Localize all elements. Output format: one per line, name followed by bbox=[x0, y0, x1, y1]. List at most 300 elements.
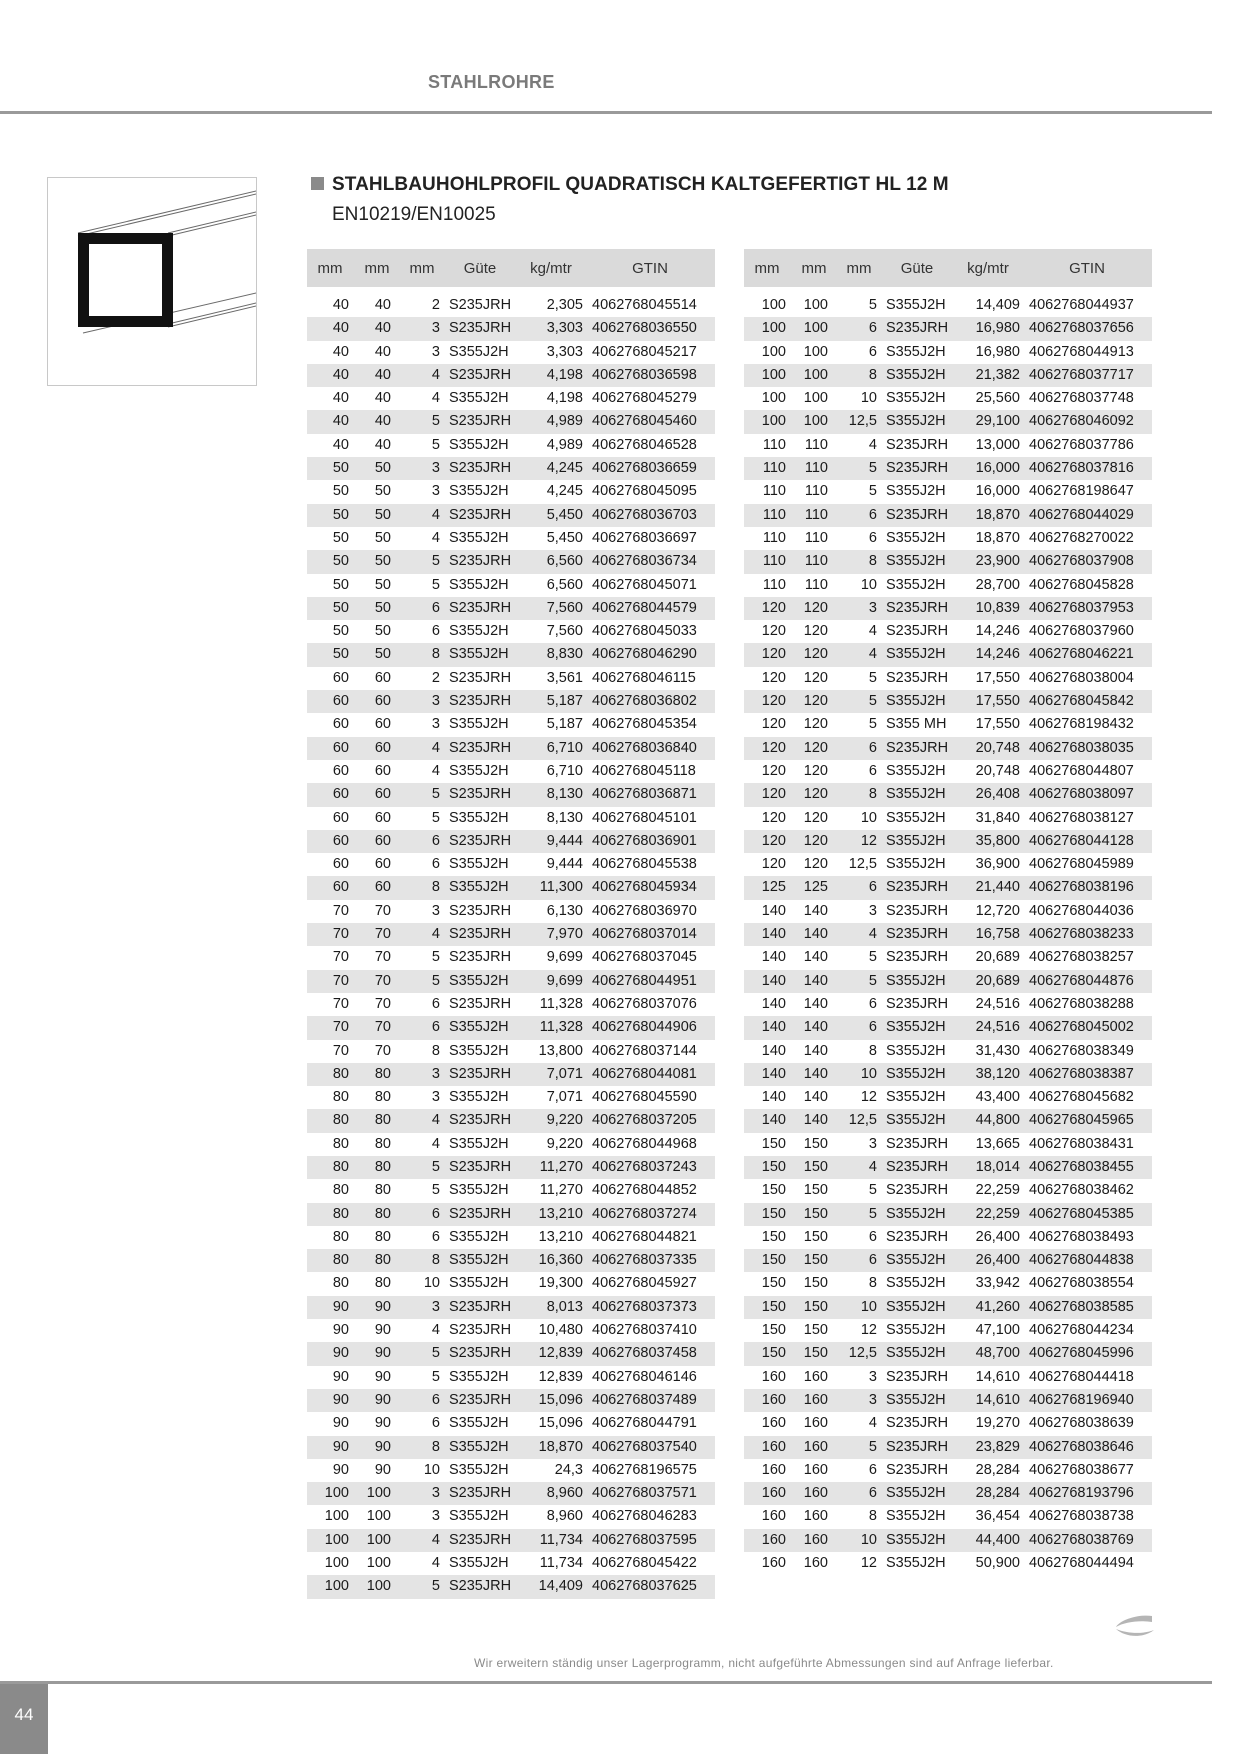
height-cell: 140 bbox=[790, 1086, 838, 1109]
table-row bbox=[307, 923, 715, 946]
grade-cell: S235JRH bbox=[880, 993, 954, 1016]
gtin-cell: 4062768038493 bbox=[1022, 1226, 1152, 1249]
height-cell: 90 bbox=[353, 1319, 401, 1342]
width-cell: 50 bbox=[307, 550, 353, 573]
weight-cell: 4,245 bbox=[517, 480, 585, 503]
table-row bbox=[744, 1156, 1152, 1179]
grade-cell: S355J2H bbox=[443, 620, 517, 643]
weight-cell: 7,560 bbox=[517, 597, 585, 620]
grade-cell: S235JRH bbox=[880, 1436, 954, 1459]
width-cell: 90 bbox=[307, 1389, 353, 1412]
gtin-cell: 4062768038349 bbox=[1022, 1040, 1152, 1063]
table-row bbox=[744, 900, 1152, 923]
thickness-cell: 12,5 bbox=[838, 1109, 880, 1132]
height-cell: 160 bbox=[790, 1529, 838, 1552]
table-row bbox=[307, 876, 715, 899]
height-cell: 80 bbox=[353, 1203, 401, 1226]
thickness-cell: 4 bbox=[401, 923, 443, 946]
grade-cell: S355J2H bbox=[443, 1133, 517, 1156]
table-row bbox=[307, 364, 715, 387]
weight-cell: 17,550 bbox=[954, 667, 1022, 690]
weight-cell: 12,720 bbox=[954, 900, 1022, 923]
grade-cell: S355J2H bbox=[880, 1342, 954, 1365]
height-cell: 140 bbox=[790, 1016, 838, 1039]
grade-cell: S235JRH bbox=[880, 457, 954, 480]
grade-cell: S235JRH bbox=[443, 923, 517, 946]
weight-cell: 7,071 bbox=[517, 1063, 585, 1086]
height-cell: 150 bbox=[790, 1226, 838, 1249]
gtin-cell: 4062768036840 bbox=[585, 737, 715, 760]
height-cell: 80 bbox=[353, 1133, 401, 1156]
table-row bbox=[744, 1436, 1152, 1459]
gtin-cell: 4062768038585 bbox=[1022, 1296, 1152, 1319]
gtin-cell: 4062768196575 bbox=[585, 1459, 715, 1482]
table-row bbox=[307, 993, 715, 1016]
grade-cell: S355J2H bbox=[443, 970, 517, 993]
weight-cell: 17,550 bbox=[954, 690, 1022, 713]
table-row bbox=[744, 807, 1152, 830]
table-row bbox=[744, 783, 1152, 806]
weight-cell: 13,210 bbox=[517, 1203, 585, 1226]
gtin-cell: 4062768036970 bbox=[585, 900, 715, 923]
gtin-cell: 4062768044418 bbox=[1022, 1366, 1152, 1389]
height-cell: 40 bbox=[353, 434, 401, 457]
thickness-cell: 3 bbox=[401, 690, 443, 713]
height-cell: 60 bbox=[353, 713, 401, 736]
width-cell: 80 bbox=[307, 1109, 353, 1132]
grade-cell: S355J2H bbox=[880, 1505, 954, 1528]
column-header: kg/mtr bbox=[954, 249, 1022, 287]
grade-cell: S235JRH bbox=[443, 1482, 517, 1505]
table-row bbox=[307, 1272, 715, 1295]
gtin-cell: 4062768037656 bbox=[1022, 317, 1152, 340]
width-cell: 90 bbox=[307, 1366, 353, 1389]
width-cell: 100 bbox=[307, 1505, 353, 1528]
thickness-cell: 10 bbox=[401, 1459, 443, 1482]
grade-cell: S355J2H bbox=[880, 1040, 954, 1063]
width-cell: 90 bbox=[307, 1319, 353, 1342]
height-cell: 90 bbox=[353, 1342, 401, 1365]
weight-cell: 11,734 bbox=[517, 1529, 585, 1552]
weight-cell: 8,960 bbox=[517, 1482, 585, 1505]
grade-cell: S235JRH bbox=[443, 597, 517, 620]
weight-cell: 3,303 bbox=[517, 341, 585, 364]
height-cell: 90 bbox=[353, 1296, 401, 1319]
width-cell: 50 bbox=[307, 597, 353, 620]
table-row bbox=[744, 410, 1152, 433]
height-cell: 100 bbox=[353, 1482, 401, 1505]
gtin-cell: 4062768037144 bbox=[585, 1040, 715, 1063]
gtin-cell: 4062768045538 bbox=[585, 853, 715, 876]
table-row bbox=[307, 480, 715, 503]
gtin-cell: 4062768037373 bbox=[585, 1296, 715, 1319]
thickness-cell: 6 bbox=[838, 993, 880, 1016]
width-cell: 100 bbox=[744, 364, 790, 387]
thickness-cell: 8 bbox=[838, 1272, 880, 1295]
weight-cell: 8,130 bbox=[517, 783, 585, 806]
width-cell: 150 bbox=[744, 1226, 790, 1249]
grade-cell: S235JRH bbox=[443, 364, 517, 387]
table-row bbox=[744, 1040, 1152, 1063]
height-cell: 80 bbox=[353, 1063, 401, 1086]
height-cell: 100 bbox=[790, 294, 838, 317]
gtin-cell: 4062768045828 bbox=[1022, 574, 1152, 597]
height-cell: 150 bbox=[790, 1203, 838, 1226]
column-header: mm bbox=[353, 249, 401, 287]
weight-cell: 14,610 bbox=[954, 1389, 1022, 1412]
height-cell: 100 bbox=[790, 387, 838, 410]
gtin-cell: 4062768037595 bbox=[585, 1529, 715, 1552]
gtin-cell: 4062768198647 bbox=[1022, 480, 1152, 503]
height-cell: 120 bbox=[790, 643, 838, 666]
height-cell: 80 bbox=[353, 1109, 401, 1132]
width-cell: 140 bbox=[744, 923, 790, 946]
thickness-cell: 5 bbox=[838, 1179, 880, 1202]
weight-cell: 10,839 bbox=[954, 597, 1022, 620]
gtin-cell: 4062768036697 bbox=[585, 527, 715, 550]
gtin-cell: 4062768044807 bbox=[1022, 760, 1152, 783]
width-cell: 70 bbox=[307, 923, 353, 946]
thickness-cell: 4 bbox=[401, 760, 443, 783]
weight-cell: 9,220 bbox=[517, 1109, 585, 1132]
grade-cell: S355J2H bbox=[443, 876, 517, 899]
weight-cell: 4,198 bbox=[517, 387, 585, 410]
weight-cell: 5,187 bbox=[517, 690, 585, 713]
table-row bbox=[307, 1109, 715, 1132]
gtin-cell: 4062768044876 bbox=[1022, 970, 1152, 993]
weight-cell: 20,689 bbox=[954, 970, 1022, 993]
height-cell: 140 bbox=[790, 970, 838, 993]
table-row bbox=[744, 690, 1152, 713]
gtin-cell: 4062768037571 bbox=[585, 1482, 715, 1505]
height-cell: 100 bbox=[790, 410, 838, 433]
width-cell: 80 bbox=[307, 1203, 353, 1226]
gtin-cell: 4062768044821 bbox=[585, 1226, 715, 1249]
table-row bbox=[744, 1482, 1152, 1505]
width-cell: 80 bbox=[307, 1226, 353, 1249]
height-cell: 80 bbox=[353, 1086, 401, 1109]
weight-cell: 18,870 bbox=[517, 1436, 585, 1459]
weight-cell: 5,187 bbox=[517, 713, 585, 736]
height-cell: 70 bbox=[353, 1016, 401, 1039]
grade-cell: S355J2H bbox=[880, 1203, 954, 1226]
table-row bbox=[307, 341, 715, 364]
table-row bbox=[744, 946, 1152, 969]
thickness-cell: 8 bbox=[401, 1040, 443, 1063]
width-cell: 140 bbox=[744, 900, 790, 923]
grade-cell: S235JRH bbox=[443, 900, 517, 923]
width-cell: 100 bbox=[307, 1552, 353, 1575]
width-cell: 60 bbox=[307, 853, 353, 876]
gtin-cell: 4062768037335 bbox=[585, 1249, 715, 1272]
width-cell: 160 bbox=[744, 1459, 790, 1482]
width-cell: 140 bbox=[744, 1040, 790, 1063]
width-cell: 110 bbox=[744, 504, 790, 527]
weight-cell: 25,560 bbox=[954, 387, 1022, 410]
height-cell: 90 bbox=[353, 1412, 401, 1435]
height-cell: 140 bbox=[790, 946, 838, 969]
title-marker-icon bbox=[311, 177, 324, 190]
table-row bbox=[744, 1552, 1152, 1575]
table-row bbox=[307, 1342, 715, 1365]
table-row bbox=[744, 504, 1152, 527]
width-cell: 50 bbox=[307, 457, 353, 480]
gtin-cell: 4062768045095 bbox=[585, 480, 715, 503]
thickness-cell: 8 bbox=[401, 643, 443, 666]
width-cell: 140 bbox=[744, 946, 790, 969]
grade-cell: S235JRH bbox=[443, 1156, 517, 1179]
height-cell: 110 bbox=[790, 480, 838, 503]
width-cell: 150 bbox=[744, 1156, 790, 1179]
table-row bbox=[307, 574, 715, 597]
gtin-cell: 4062768044579 bbox=[585, 597, 715, 620]
thickness-cell: 5 bbox=[401, 807, 443, 830]
column-header: GTIN bbox=[585, 249, 715, 287]
height-cell: 110 bbox=[790, 434, 838, 457]
width-cell: 150 bbox=[744, 1296, 790, 1319]
thickness-cell: 4 bbox=[838, 643, 880, 666]
height-cell: 70 bbox=[353, 946, 401, 969]
height-cell: 110 bbox=[790, 550, 838, 573]
table-row bbox=[744, 1319, 1152, 1342]
thickness-cell: 10 bbox=[838, 1063, 880, 1086]
gtin-cell: 4062768045385 bbox=[1022, 1203, 1152, 1226]
weight-cell: 20,748 bbox=[954, 737, 1022, 760]
thickness-cell: 3 bbox=[838, 1389, 880, 1412]
height-cell: 90 bbox=[353, 1436, 401, 1459]
weight-cell: 6,560 bbox=[517, 574, 585, 597]
weight-cell: 23,900 bbox=[954, 550, 1022, 573]
column-header: mm bbox=[790, 249, 838, 287]
table-row bbox=[307, 1040, 715, 1063]
weight-cell: 9,220 bbox=[517, 1133, 585, 1156]
gtin-cell: 4062768038387 bbox=[1022, 1063, 1152, 1086]
table-row bbox=[307, 1179, 715, 1202]
weight-cell: 11,300 bbox=[517, 876, 585, 899]
gtin-cell: 4062768037786 bbox=[1022, 434, 1152, 457]
height-cell: 100 bbox=[353, 1575, 401, 1598]
width-cell: 100 bbox=[744, 294, 790, 317]
grade-cell: S355J2H bbox=[443, 527, 517, 550]
height-cell: 110 bbox=[790, 504, 838, 527]
width-cell: 40 bbox=[307, 364, 353, 387]
width-cell: 120 bbox=[744, 807, 790, 830]
weight-cell: 18,870 bbox=[954, 527, 1022, 550]
table-row bbox=[307, 1482, 715, 1505]
weight-cell: 14,246 bbox=[954, 643, 1022, 666]
thickness-cell: 2 bbox=[401, 667, 443, 690]
table-row bbox=[307, 387, 715, 410]
height-cell: 70 bbox=[353, 970, 401, 993]
grade-cell: S235JRH bbox=[880, 317, 954, 340]
gtin-cell: 4062768045354 bbox=[585, 713, 715, 736]
gtin-cell: 4062768038004 bbox=[1022, 667, 1152, 690]
width-cell: 40 bbox=[307, 434, 353, 457]
column-header: kg/mtr bbox=[517, 249, 585, 287]
width-cell: 60 bbox=[307, 783, 353, 806]
width-cell: 80 bbox=[307, 1156, 353, 1179]
height-cell: 80 bbox=[353, 1226, 401, 1249]
gtin-cell: 4062768044838 bbox=[1022, 1249, 1152, 1272]
height-cell: 50 bbox=[353, 620, 401, 643]
grade-cell: S235JRH bbox=[443, 457, 517, 480]
thickness-cell: 6 bbox=[401, 993, 443, 1016]
weight-cell: 15,096 bbox=[517, 1412, 585, 1435]
grade-cell: S235JRH bbox=[443, 410, 517, 433]
gtin-cell: 4062768044852 bbox=[585, 1179, 715, 1202]
gtin-cell: 4062768045279 bbox=[585, 387, 715, 410]
table-row bbox=[307, 900, 715, 923]
grade-cell: S355J2H bbox=[443, 1459, 517, 1482]
weight-cell: 12,839 bbox=[517, 1342, 585, 1365]
width-cell: 120 bbox=[744, 713, 790, 736]
thickness-cell: 3 bbox=[838, 900, 880, 923]
height-cell: 70 bbox=[353, 900, 401, 923]
table-row bbox=[307, 1505, 715, 1528]
thickness-cell: 6 bbox=[401, 830, 443, 853]
height-cell: 50 bbox=[353, 457, 401, 480]
gtin-cell: 4062768036802 bbox=[585, 690, 715, 713]
weight-cell: 21,382 bbox=[954, 364, 1022, 387]
height-cell: 50 bbox=[353, 643, 401, 666]
table-row bbox=[307, 317, 715, 340]
weight-cell: 31,430 bbox=[954, 1040, 1022, 1063]
grade-cell: S355J2H bbox=[880, 1063, 954, 1086]
width-cell: 160 bbox=[744, 1552, 790, 1575]
height-cell: 110 bbox=[790, 527, 838, 550]
table-row bbox=[307, 853, 715, 876]
table-row bbox=[307, 457, 715, 480]
thickness-cell: 5 bbox=[401, 410, 443, 433]
table-row bbox=[744, 970, 1152, 993]
grade-cell: S355J2H bbox=[880, 574, 954, 597]
weight-cell: 36,900 bbox=[954, 853, 1022, 876]
weight-cell: 18,014 bbox=[954, 1156, 1022, 1179]
gtin-cell: 4062768036550 bbox=[585, 317, 715, 340]
width-cell: 70 bbox=[307, 1040, 353, 1063]
width-cell: 60 bbox=[307, 830, 353, 853]
thickness-cell: 5 bbox=[838, 946, 880, 969]
height-cell: 90 bbox=[353, 1459, 401, 1482]
gtin-cell: 4062768037748 bbox=[1022, 387, 1152, 410]
width-cell: 80 bbox=[307, 1272, 353, 1295]
weight-cell: 38,120 bbox=[954, 1063, 1022, 1086]
height-cell: 120 bbox=[790, 853, 838, 876]
grade-cell: S355J2H bbox=[880, 364, 954, 387]
grade-cell: S355J2H bbox=[880, 783, 954, 806]
width-cell: 140 bbox=[744, 1063, 790, 1086]
gtin-cell: 4062768037489 bbox=[585, 1389, 715, 1412]
height-cell: 160 bbox=[790, 1436, 838, 1459]
height-cell: 70 bbox=[353, 923, 401, 946]
table-row bbox=[744, 341, 1152, 364]
weight-cell: 17,550 bbox=[954, 713, 1022, 736]
grade-cell: S355J2H bbox=[880, 1086, 954, 1109]
gtin-cell: 4062768037953 bbox=[1022, 597, 1152, 620]
thickness-cell: 4 bbox=[401, 387, 443, 410]
profile-table-right bbox=[744, 249, 1152, 1575]
weight-cell: 13,800 bbox=[517, 1040, 585, 1063]
table-row bbox=[744, 1226, 1152, 1249]
height-cell: 140 bbox=[790, 1109, 838, 1132]
thickness-cell: 12,5 bbox=[838, 853, 880, 876]
thickness-cell: 6 bbox=[838, 317, 880, 340]
table-row bbox=[744, 597, 1152, 620]
gtin-cell: 4062768037816 bbox=[1022, 457, 1152, 480]
height-cell: 150 bbox=[790, 1179, 838, 1202]
gtin-cell: 4062768037274 bbox=[585, 1203, 715, 1226]
gtin-cell: 4062768038288 bbox=[1022, 993, 1152, 1016]
gtin-cell: 4062768036871 bbox=[585, 783, 715, 806]
width-cell: 70 bbox=[307, 946, 353, 969]
grade-cell: S355J2H bbox=[880, 1109, 954, 1132]
weight-cell: 11,328 bbox=[517, 993, 585, 1016]
thickness-cell: 5 bbox=[401, 970, 443, 993]
thickness-cell: 3 bbox=[838, 597, 880, 620]
table-row bbox=[307, 550, 715, 573]
table-row bbox=[744, 364, 1152, 387]
height-cell: 150 bbox=[790, 1133, 838, 1156]
width-cell: 140 bbox=[744, 993, 790, 1016]
width-cell: 100 bbox=[744, 317, 790, 340]
gtin-cell: 4062768037960 bbox=[1022, 620, 1152, 643]
grade-cell: S355J2H bbox=[443, 1366, 517, 1389]
height-cell: 50 bbox=[353, 574, 401, 597]
section-title: STAHLROHRE bbox=[428, 72, 555, 92]
height-cell: 120 bbox=[790, 737, 838, 760]
grade-cell: S355J2H bbox=[443, 1226, 517, 1249]
height-cell: 50 bbox=[353, 480, 401, 503]
grade-cell: S355J2H bbox=[880, 550, 954, 573]
grade-cell: S235JRH bbox=[443, 690, 517, 713]
height-cell: 40 bbox=[353, 341, 401, 364]
grade-cell: S235JRH bbox=[880, 504, 954, 527]
gtin-cell: 4062768037717 bbox=[1022, 364, 1152, 387]
weight-cell: 19,300 bbox=[517, 1272, 585, 1295]
width-cell: 80 bbox=[307, 1063, 353, 1086]
table-row bbox=[744, 434, 1152, 457]
grade-cell: S235JRH bbox=[443, 993, 517, 1016]
weight-cell: 20,748 bbox=[954, 760, 1022, 783]
table-row bbox=[307, 737, 715, 760]
thickness-cell: 4 bbox=[401, 1529, 443, 1552]
grade-cell: S355J2H bbox=[443, 1040, 517, 1063]
gtin-cell: 4062768045590 bbox=[585, 1086, 715, 1109]
width-cell: 125 bbox=[744, 876, 790, 899]
grade-cell: S355J2H bbox=[880, 294, 954, 317]
thickness-cell: 6 bbox=[401, 1016, 443, 1039]
grade-cell: S355J2H bbox=[443, 480, 517, 503]
width-cell: 120 bbox=[744, 760, 790, 783]
thickness-cell: 3 bbox=[401, 457, 443, 480]
grade-cell: S355J2H bbox=[880, 1016, 954, 1039]
thickness-cell: 5 bbox=[838, 480, 880, 503]
height-cell: 160 bbox=[790, 1459, 838, 1482]
grade-cell: S235JRH bbox=[880, 1459, 954, 1482]
gtin-cell: 4062768196940 bbox=[1022, 1389, 1152, 1412]
weight-cell: 4,989 bbox=[517, 410, 585, 433]
width-cell: 100 bbox=[307, 1575, 353, 1598]
height-cell: 120 bbox=[790, 690, 838, 713]
height-cell: 110 bbox=[790, 574, 838, 597]
grade-cell: S235JRH bbox=[880, 923, 954, 946]
table-row bbox=[307, 504, 715, 527]
thickness-cell: 6 bbox=[838, 341, 880, 364]
thickness-cell: 4 bbox=[401, 364, 443, 387]
height-cell: 120 bbox=[790, 807, 838, 830]
height-cell: 160 bbox=[790, 1389, 838, 1412]
width-cell: 120 bbox=[744, 643, 790, 666]
